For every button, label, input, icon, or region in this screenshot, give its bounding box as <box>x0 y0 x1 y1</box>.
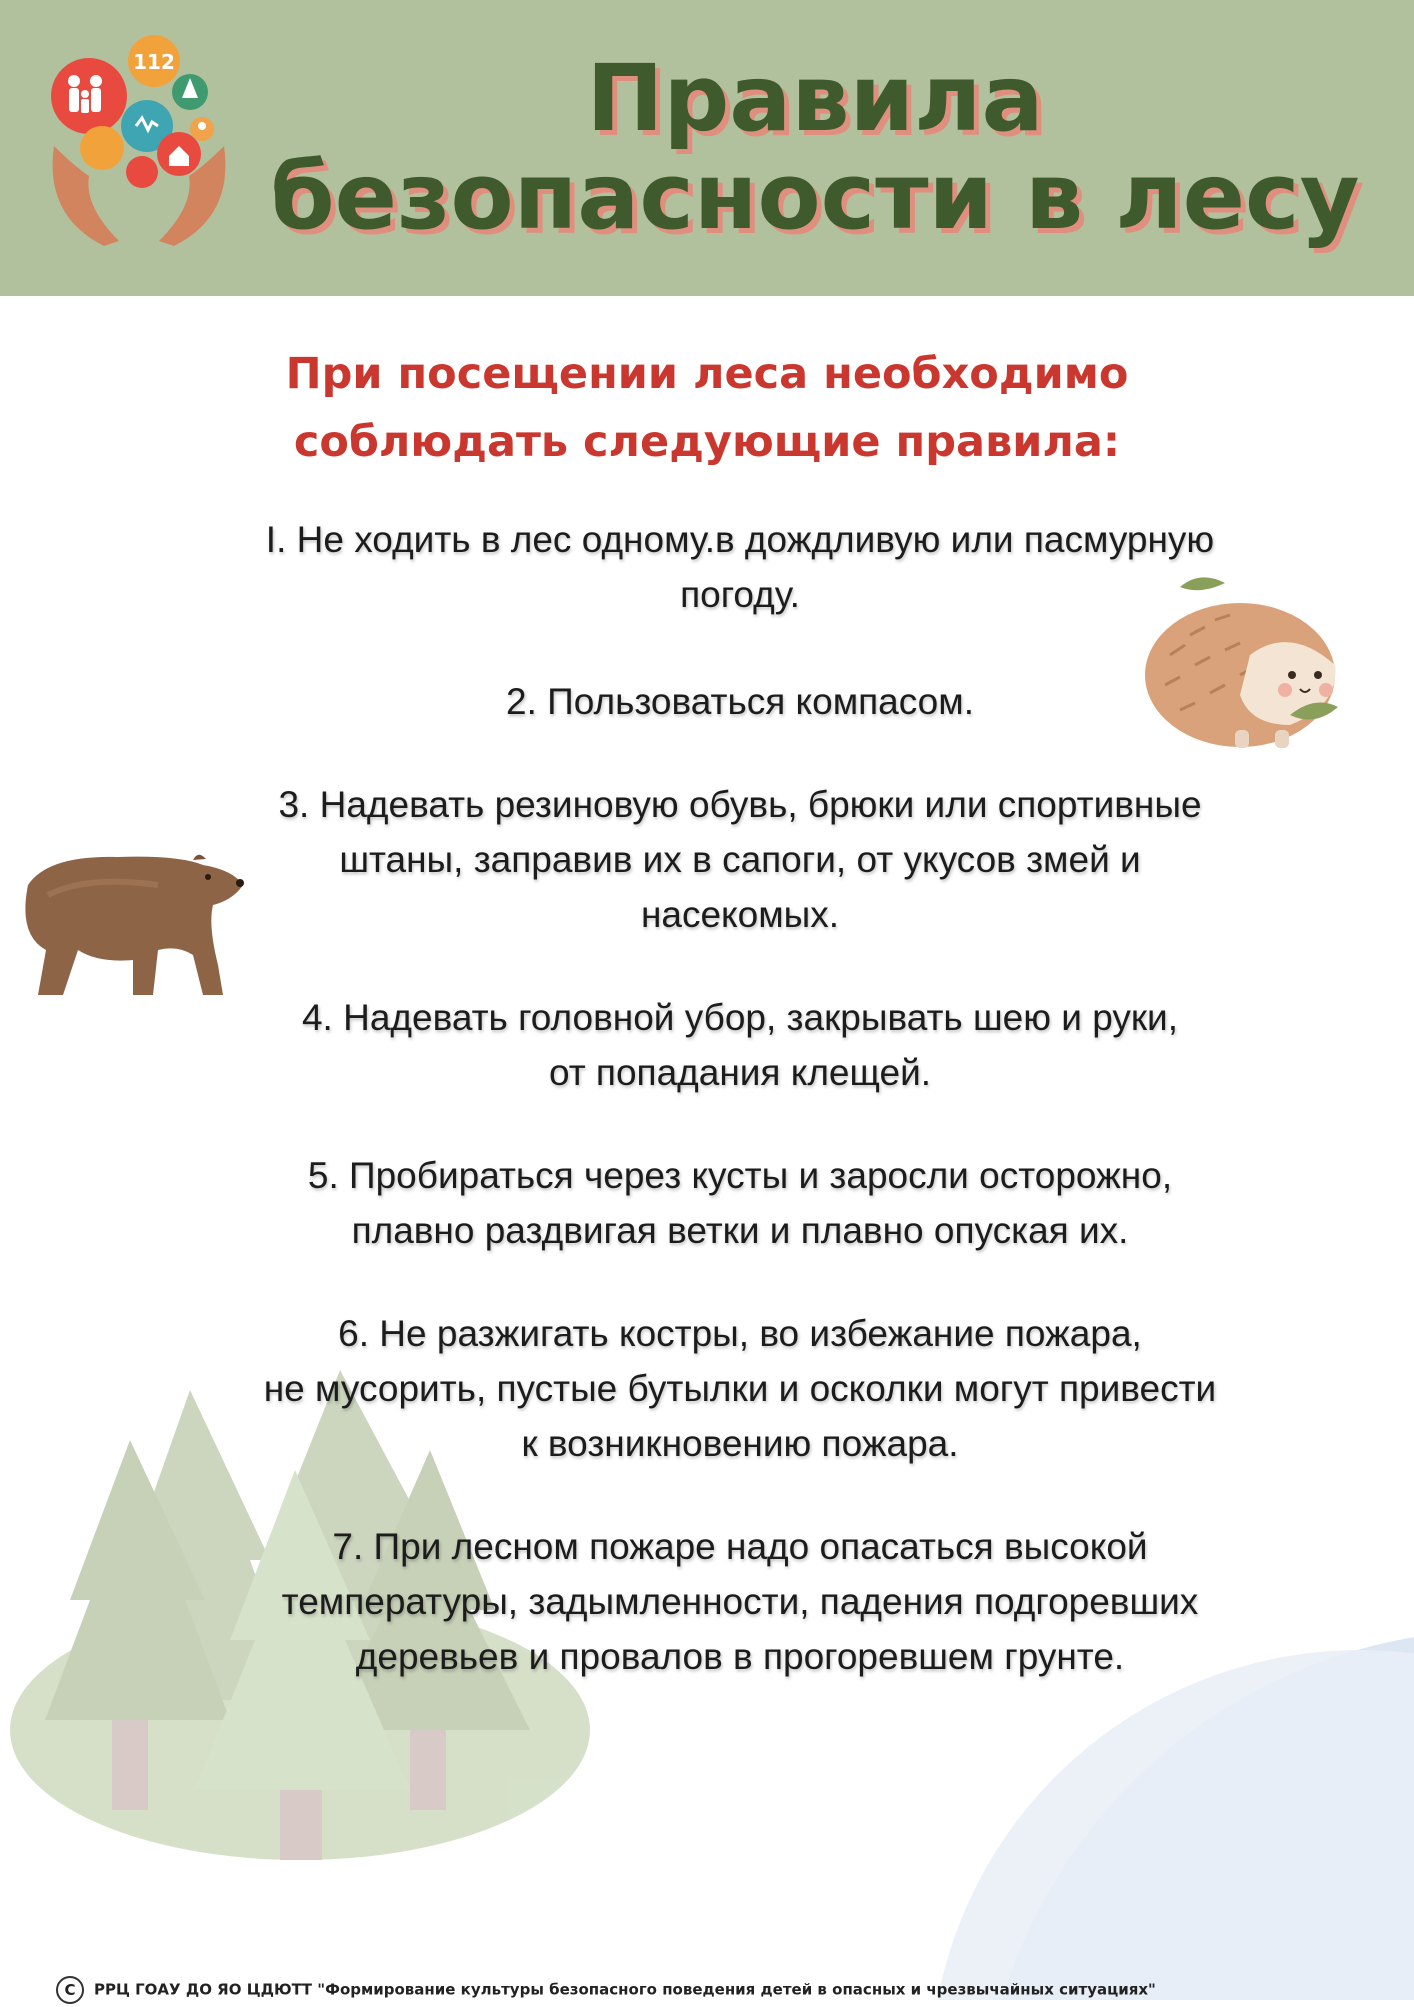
rule-item <box>120 674 1360 729</box>
rule-item <box>120 512 1360 622</box>
logo-number: 112 <box>133 50 175 74</box>
footer-text: РРЦ ГОАУ ДО ЯО ЦДЮТТ "Формирование культуры безопасного поведения детей в опасных и чрезвычайных ситуациях" <box>94 1980 1156 1999</box>
rule-line: 4. Надевать головной убор, закрывать шею и руки, <box>301 997 1179 1038</box>
rule-line: 7. При лесном пожаре надо опасаться высокой <box>332 1526 1148 1567</box>
intro-line-2: соблюдать следующие правила: <box>293 417 1121 467</box>
rule-item <box>120 1519 1360 1684</box>
rule-line: плавно раздвигая ветки и плавно опуская их. <box>351 1210 1129 1251</box>
rule-item <box>120 1148 1360 1258</box>
title-line-1: Правила <box>586 45 1044 152</box>
rule-line: температуры, задымленности, падения подгоревших <box>281 1581 1199 1622</box>
rule-line: от попадания клещей. <box>548 1052 932 1093</box>
rules-list <box>120 512 1360 1732</box>
header-banner <box>0 0 1414 296</box>
rule-line: 6. Не разжигать костры, во избежание пожара, <box>338 1313 1142 1354</box>
intro-heading <box>157 340 1257 476</box>
rule-line: к возникновению пожара. <box>521 1423 959 1464</box>
rule-line: погоду. <box>680 574 800 615</box>
rule-line: насекомых. <box>640 894 840 935</box>
title-line-2: безопасности в лесу <box>270 143 1360 250</box>
logo-hands-icon <box>44 26 234 256</box>
rule-line: деревьев и провалов в прогоревшем грунте. <box>355 1636 1125 1677</box>
rule-line: 2. Пользоваться компасом. <box>506 681 974 722</box>
rule-item <box>120 1306 1360 1471</box>
rule-item <box>120 777 1360 942</box>
intro-line-1: При посещении леса необходимо <box>285 349 1129 399</box>
rule-line: 3. Надевать резиновую обувь, брюки или спортивные <box>278 784 1202 825</box>
rule-line: I. Не ходить в лес одному.в дождливую или пасмурную <box>265 519 1215 560</box>
footer <box>56 1972 1396 2006</box>
page-title <box>250 45 1380 250</box>
rule-line: не мусорить, пустые бутылки и осколки могут привести <box>263 1368 1217 1409</box>
rule-item <box>120 990 1360 1100</box>
rule-line: штаны, заправив их в сапоги, от укусов змей и <box>339 839 1141 880</box>
rule-line: 5. Пробираться через кусты и заросли осторожно, <box>307 1155 1173 1196</box>
copyright-icon: С <box>56 1976 84 2004</box>
